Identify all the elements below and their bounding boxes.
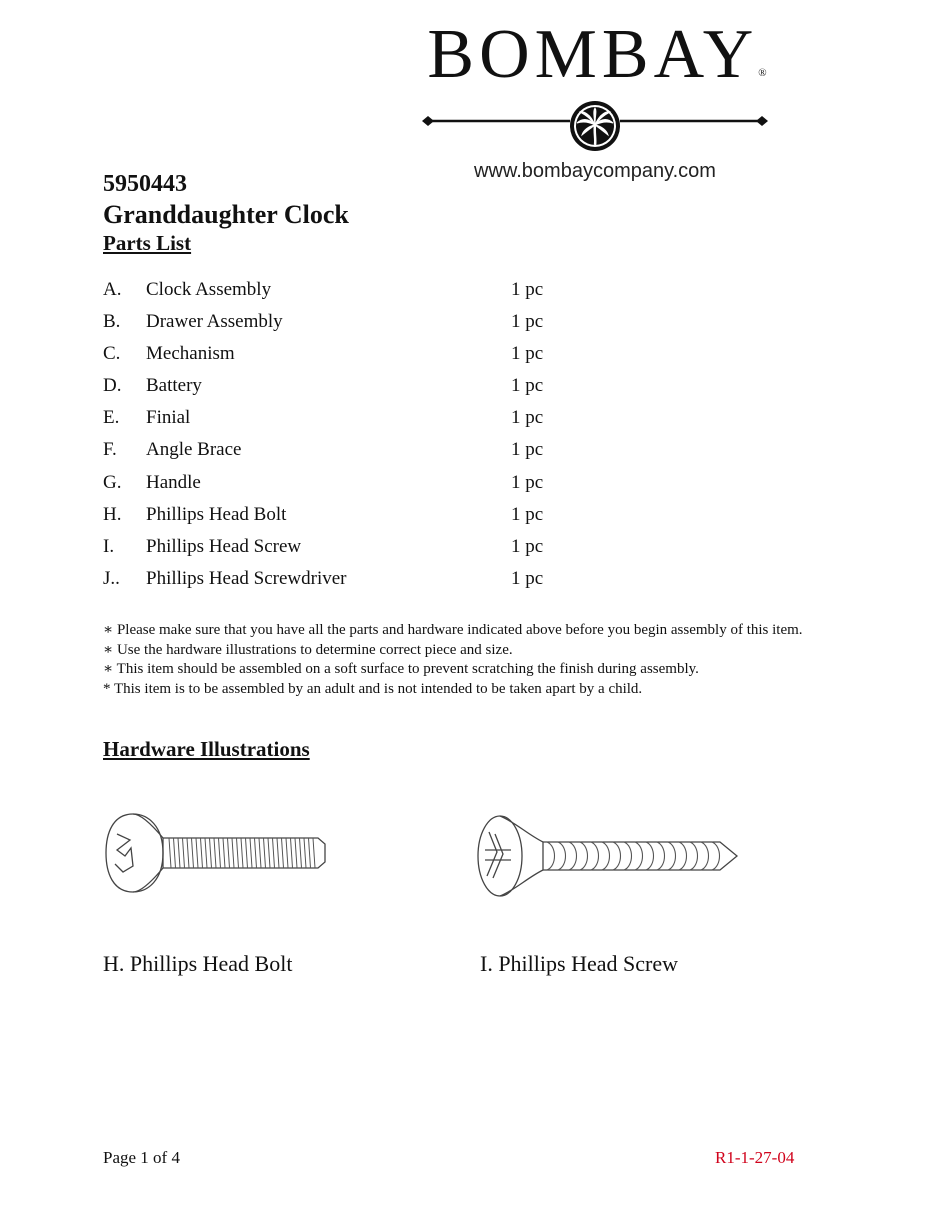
list-item: [103, 438, 603, 470]
part-quantity: 1 pc: [511, 311, 544, 333]
part-quantity: 1 pc: [511, 503, 544, 525]
part-quantity: 1 pc: [511, 375, 544, 397]
part-quantity: 1 pc: [511, 407, 544, 429]
part-quantity: 1 pc: [511, 439, 544, 461]
phillips-head-screw-illustration: [475, 812, 745, 907]
part-name: Handle: [146, 471, 201, 493]
list-item: [103, 342, 603, 374]
part-name: Mechanism: [146, 343, 235, 365]
list-item: [103, 503, 603, 535]
note-line: ∗ Please make sure that you have all the parts and hardware indicated above before you begin assembly of this item.: [103, 622, 803, 638]
page-number: Page 1 of 4: [103, 1148, 180, 1167]
note-line: * This item is to be assembled by an adult and is not intended to be taken apart by a child.: [103, 680, 643, 697]
part-letter: D.: [103, 375, 122, 397]
brand-logo-emblem: [420, 95, 770, 155]
list-item: [103, 310, 603, 342]
part-name: Drawer Assembly: [146, 311, 283, 333]
part-name: Finial: [146, 407, 191, 429]
part-name: Phillips Head Screwdriver: [146, 567, 347, 589]
part-letter: G.: [103, 471, 122, 493]
phillips-head-bolt-illustration: [103, 808, 333, 898]
list-item: [103, 471, 603, 503]
part-quantity: 1 pc: [511, 343, 544, 365]
product-sku: 5950443: [103, 171, 187, 197]
part-name: Clock Assembly: [146, 279, 272, 300]
part-quantity: 1 pc: [511, 279, 544, 300]
note-line: ∗ Use the hardware illustrations to determine correct piece and size.: [103, 641, 513, 658]
list-item: [103, 535, 603, 567]
part-quantity: 1 pc: [511, 535, 544, 557]
list-item: [103, 278, 603, 310]
part-letter: I.: [103, 535, 115, 557]
note-line: ∗ This item should be assembled on a soft surface to prevent scratching the finish during assembly.: [103, 661, 699, 678]
part-letter: E.: [103, 407, 120, 429]
part-quantity: 1 pc: [511, 471, 544, 493]
brand-logo-wordmark: [426, 16, 768, 93]
part-letter: F.: [103, 439, 117, 461]
assembly-notes: [103, 621, 903, 699]
list-item: [103, 406, 603, 438]
part-letter: B.: [103, 311, 121, 333]
product-title: Granddaughter Clock: [103, 200, 349, 229]
part-letter: C.: [103, 343, 121, 365]
part-letter: H.: [103, 503, 122, 525]
revision-code: R1-1-27-04: [715, 1148, 795, 1167]
part-name: Angle Brace: [146, 439, 242, 461]
part-name: Phillips Head Bolt: [146, 503, 287, 525]
part-letter: J..: [103, 567, 120, 589]
screw-caption: I. Phillips Head Screw: [480, 951, 678, 976]
part-quantity: 1 pc: [511, 567, 544, 589]
list-item: [103, 374, 603, 406]
registered-mark: ®: [758, 67, 767, 79]
brand-url: www.bombaycompany.com: [474, 160, 716, 182]
part-name: Battery: [146, 375, 202, 397]
parts-list: [103, 278, 603, 599]
bolt-caption: H. Phillips Head Bolt: [103, 951, 293, 976]
hardware-heading: Hardware Illustrations: [103, 737, 310, 761]
parts-list-heading: Parts List: [103, 231, 192, 255]
part-letter: A.: [103, 279, 122, 300]
brand-name: BOMBAY: [427, 16, 759, 93]
list-item: [103, 567, 603, 599]
part-name: Phillips Head Screw: [146, 535, 302, 557]
